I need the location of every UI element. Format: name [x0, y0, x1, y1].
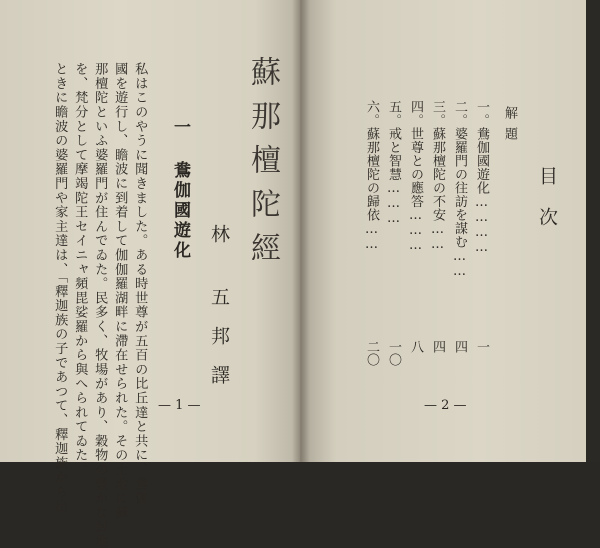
toc-item-explanation: 解題 — [502, 106, 517, 148]
body-line-5: ときに瞻波の婆羅門や家主達は、「釋迦族の子であつて、釋迦族から出 — [52, 62, 68, 513]
toc-item-5: 五。戒と智慧……… — [386, 100, 401, 226]
body-line-3: 那檀陀といふ婆羅門が住んでゐた。民多く、牧場があり、穀物の豐かな封地 — [92, 62, 108, 548]
toc-page-3: 四 — [430, 340, 445, 353]
toc-item-label: 五。戒と智慧 — [386, 100, 401, 181]
toc-page-5: 一〇 — [386, 340, 401, 366]
sutra-title: 蘇那檀陀經 — [245, 56, 280, 276]
toc-page-4: 八 — [408, 340, 423, 353]
page-number-left: — 1 — — [158, 398, 201, 413]
page-number-right: — 2 — — [424, 398, 467, 413]
toc-page-1: 一 — [474, 340, 489, 353]
chapter-heading: 一 鴦伽國遊化 — [170, 118, 190, 261]
toc-page-2: 四 — [452, 340, 467, 353]
translator-surname: 林 — [208, 224, 230, 247]
body-line-4: を、梵分として摩竭陀王セイニャ頻毘娑羅から與へられてゐた。 — [72, 62, 88, 477]
toc-item-label: 一。鴦伽國遊化 — [474, 100, 489, 195]
toc-item-3: 三。蘇那檀陀の不安…… — [430, 100, 445, 252]
toc-page-6: 二〇 — [364, 340, 379, 366]
toc-item-label: 二。婆羅門の往訪を謀む — [452, 100, 467, 249]
toc-item-6: 六。蘇那檀陀の歸依…… — [364, 100, 379, 252]
body-line-1: 私はこのやうに聞きました。ある時世尊が五百の比丘達と共に、鴦伽 — [132, 62, 148, 506]
toc-item-label: 四。世尊との應答 — [408, 100, 423, 208]
toc-item-4: 四。世尊との應答……… — [408, 100, 423, 253]
book-gutter — [292, 0, 310, 462]
toc-item-label: 六。蘇那檀陀の歸依 — [364, 100, 379, 222]
toc-heading: 目次 — [536, 166, 558, 248]
translator-given-name: 五邦 — [208, 287, 230, 365]
toc-item-2: 二。婆羅門の往訪を謀む…… — [452, 100, 467, 279]
toc-item-label: 三。蘇那檀陀の不安 — [430, 100, 445, 222]
translator-role: 譯 — [208, 365, 230, 388]
body-line-2: 國を遊行し、瞻波に到着して伽伽羅湖畔に滯在せられた。その土地に蘇 — [112, 62, 128, 520]
toc-item-1: 一。鴦伽國遊化………… — [474, 100, 489, 255]
background-edge-right — [586, 0, 600, 462]
translator-credit — [206, 224, 233, 388]
